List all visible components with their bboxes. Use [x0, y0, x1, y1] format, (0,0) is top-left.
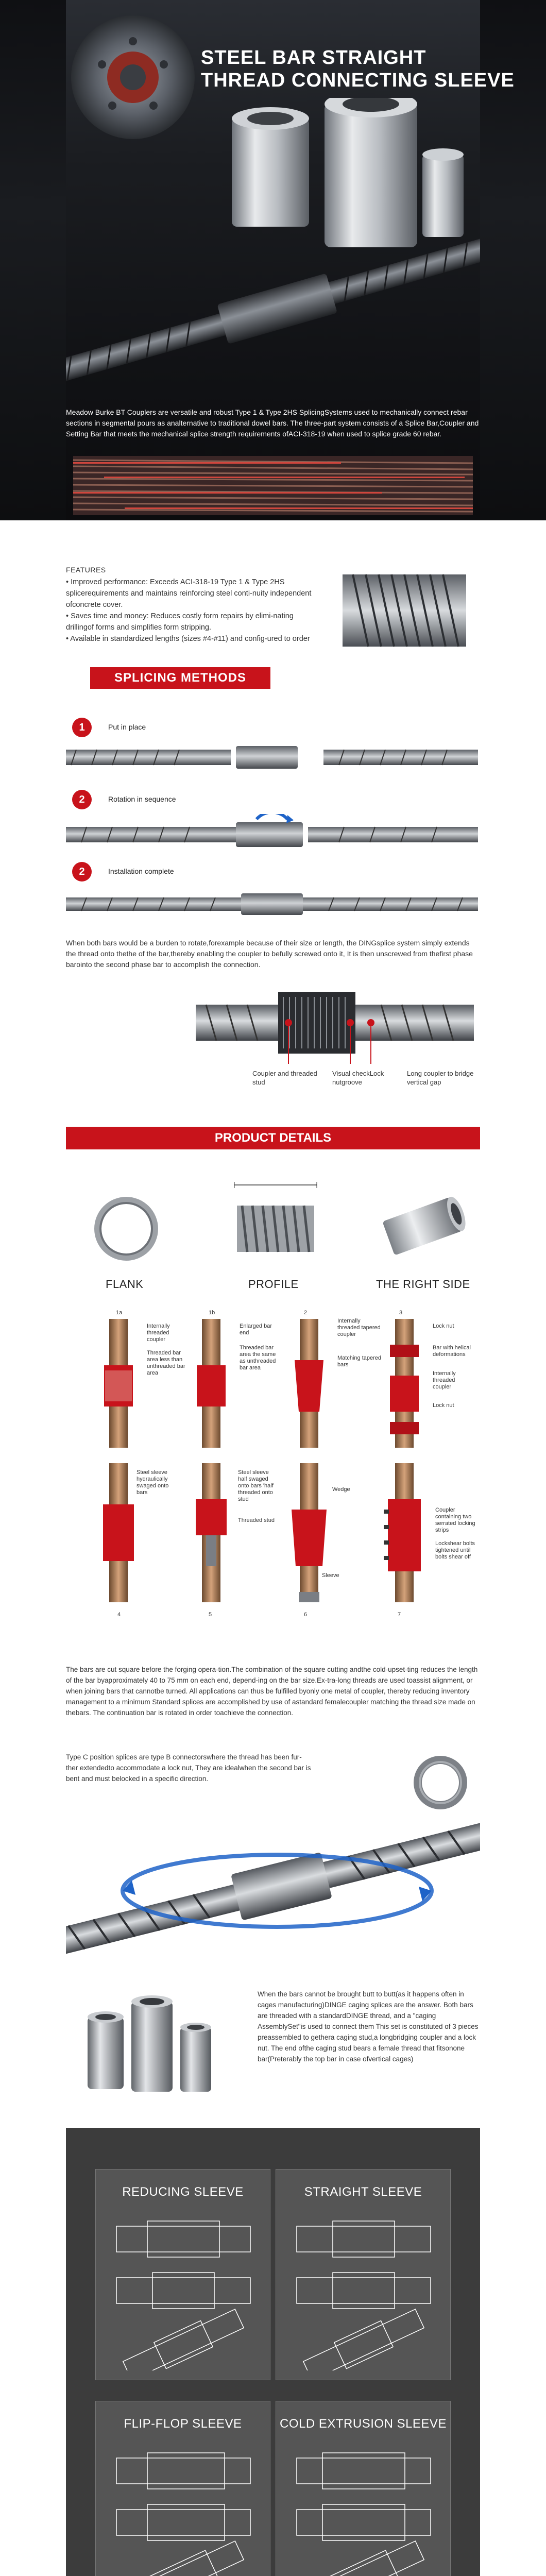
product-paragraph-2: Type C position splices are type B connectorswhere the thread has been fur-ther extendedto accommodate a lock nut, They are idealwhen the second bar is bent and must belocked in a specific direction. [66, 1753, 311, 1783]
diagram-label: Lock nut [433, 1323, 454, 1329]
step-number: 2 [72, 862, 92, 882]
diagram-label: Steel sleeve hydraulically swaged onto bars [136, 1469, 169, 1496]
lock-nut-ring-image [410, 1752, 471, 1814]
feature-item: • Saves time and money: Reduces costly form repairs by elimi-nating drillingof forms and simplifies form stripping. [66, 612, 294, 632]
diagram-label: Coupler containing two serrated locking strips [435, 1507, 475, 1533]
diagram-number: 5 [209, 1612, 212, 1618]
sleeve-tile-reducing [95, 2169, 270, 2380]
diagram-label: Threaded bar area the same as unthreaded bar area [240, 1345, 276, 1371]
reducing-sleeve-diagram [106, 2216, 261, 2370]
callout-lock-nut-groove: Visual checkLock nutgroove [332, 1070, 384, 1086]
product-paragraph-1: The bars are cut square before the forging opera-tion.The combination of the square cutting andthe cold-upset-ting reduces the length of the bar byapproximately 40 to 75 mm on each end, depend-ing on the bar size.Ex-tra-long threads are used toassist alignment, or when joining bars that cannotbe turned. All applications can thus be fulfilled byonly one metal of coupler, thereby reducing inventory management to a minimum Standard splices are accomplished by use of astandard femalecoupler matching the thread size made on thebars. The continuation bar is rotated in order toachieve the connection. [66, 1666, 478, 1717]
product-details-banner [66, 1127, 480, 1149]
sleeve-title: FLIP-FLOP SLEEVE [124, 2417, 242, 2431]
flip-flop-sleeve-diagram [106, 2448, 261, 2576]
rebar-bundle-photo [73, 456, 473, 515]
sleeve-title: COLD EXTRUSION SLEEVE [280, 2417, 447, 2431]
diagram-label: Threaded stud [238, 1517, 275, 1523]
sleeve-title: REDUCING SLEEVE [122, 2185, 244, 2199]
diagram-number: 7 [398, 1612, 401, 1618]
diagram-label: Internally threaded tapered coupler [337, 1318, 381, 1337]
features-title: FEATURES [66, 566, 106, 574]
diagram-label: Lockshear bolts tightened until bolts shear off [435, 1540, 475, 1560]
right-side-view-image [371, 1185, 474, 1267]
brake-disc-image [66, 10, 210, 144]
diagram-label: Matching tapered bars [337, 1355, 381, 1368]
diagram-label: Steel sleeve half swaged onto bars 'half threaded onto stud [238, 1469, 274, 1502]
diagram-number: 2 [304, 1310, 308, 1316]
diagram-number: 1b [209, 1310, 215, 1316]
diagram-label: Internally threaded coupler [147, 1323, 170, 1343]
diagram-number: 6 [304, 1612, 308, 1618]
hero-description: Meadow Burke BT Couplers are versatile and robust Type 1 & Type 2HS SplicingSystems used to mechanically connect rebar sections in segmental pours as analternative to traditional dowel bars. The three-part system consists of a Splice Bar,Coupler and Setting Bar that meets the mechanical splice strength requirements ofACI-318-19 when used to splice grade 60 rebar. [66, 408, 479, 438]
sleeve-tile-cold-extrusion [276, 2401, 451, 2576]
hero-title-line1: STEEL BAR STRAIGHT [201, 47, 426, 69]
view-label-profile: PROFILE [248, 1278, 299, 1291]
step-label: Installation complete [108, 867, 174, 875]
diagram-number: 1a [116, 1310, 123, 1316]
hero-title-line2: THREAD CONNECTING SLEEVE [201, 70, 515, 91]
cold-extrusion-sleeve-diagram [286, 2448, 441, 2576]
diagram-label: Threaded bar area less than unthreaded bar area [147, 1350, 185, 1376]
diagram-number: 3 [399, 1310, 403, 1316]
sleeves-group-image [82, 1986, 216, 2099]
view-label-flank: FLANK [106, 1278, 144, 1291]
feature-item: • Improved performance: Exceeds ACI-318-19 Type 1 & Type 2HS splicerequirements and maintains reinforcing steel conti-nuity independent ofconcrete cover. [66, 578, 312, 609]
caging-assembly-image [66, 1814, 480, 1968]
coupler-cutaway-image [196, 976, 474, 1069]
step-3-illustration [66, 891, 480, 917]
diagram-label: Wedge [332, 1486, 350, 1493]
product-paragraph-3: When the bars cannot be brought butt to butt(as it happens often in cages manufacturing)DINGE caging splices are the answer. Both bars are threaded with a standardDINGE thread, and a "caging AssemblySet"is used to connect them This set is constituted of 3 pieces preassembled to gethera caging stud,a longbridging coupler and a lock nut. The end ofthe caging stud bears a female thread that fitsonone bar(Preterably the top bar in case ofvertical cages) [258, 1990, 479, 2063]
diagram-label: Lock nut [433, 1402, 454, 1409]
hero-title [201, 46, 515, 92]
diagram-label: Internally threaded coupler [433, 1370, 456, 1390]
flank-view-image [90, 1193, 162, 1265]
sleeve-tile-straight [276, 2169, 451, 2380]
profile-view-image [224, 1180, 327, 1267]
diagram-label: Sleeve [322, 1572, 339, 1579]
threaded-coupler-closeup [340, 567, 469, 654]
hero-section [0, 0, 546, 520]
step-label: Rotation in sequence [108, 795, 176, 803]
callout-long-coupler: Long coupler to bridge vertical gap [407, 1070, 474, 1086]
step-number: 2 [72, 790, 92, 809]
diagram-number: 4 [117, 1612, 121, 1618]
step-1-illustration [66, 742, 480, 773]
product-details-heading: PRODUCT DETAILS [214, 1131, 332, 1145]
rebar-coupler-image [66, 222, 480, 397]
view-label-right-side: THE RIGHT SIDE [376, 1278, 470, 1291]
callout-coupler-stud: Coupler and threaded stud [252, 1070, 317, 1086]
diagram-label: Enlarged bar end [240, 1323, 272, 1336]
straight-sleeve-diagram [286, 2216, 441, 2370]
step-number: 1 [72, 718, 92, 737]
diagram-label: Bar with helical deformations [433, 1345, 471, 1358]
feature-item: • Available in standardized lengths (sizes #4-#11) and config-ured to order [66, 635, 310, 643]
splicing-paragraph: When both bars would be a burden to rotate,forexample because of their size or length, the DINGsplice system simply extends the thread onto thethe of the bar,thereby enabling the coupler to befully screwed onto it, It is then unscrewed from thefirst phase barointo the second phase bar to accomplish the connection. [66, 939, 473, 969]
sleeve-tile-flip-flop [95, 2401, 270, 2576]
sleeve-title: STRAIGHT SLEEVE [304, 2185, 422, 2199]
features-block [66, 564, 313, 645]
splicing-methods-banner: SPLICING METHODS [90, 667, 270, 689]
step-2-illustration [66, 814, 480, 855]
step-label: Put in place [108, 723, 146, 731]
